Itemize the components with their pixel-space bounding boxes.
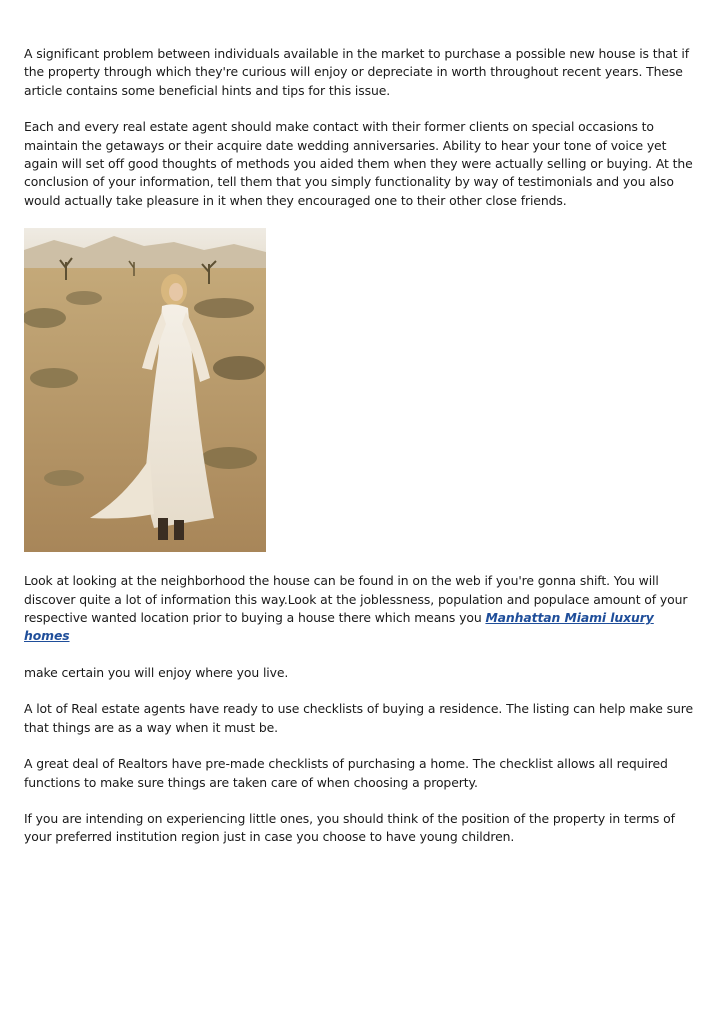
- manhattan-miami-luxury-homes-link[interactable]: Manhattan Miami luxury homes: [24, 610, 654, 644]
- article-body: [24, 45, 700, 865]
- desert-photo: [24, 228, 266, 552]
- paragraph-neighborhood-text: Look at looking at the neighborhood the house can be found in on the web if you're gonna shift. You will discover quite a lot of information this way.Look at the joblessness, population and populace amount of your respective wanted location prior to buying a house there which means you: [24, 573, 688, 626]
- paragraph-intro: A significant problem between individuals available in the market to purchase a possible new house is that if the property through which they're curious will enjoy or depreciate in worth throughout recent years. These article contains some beneficial hints and tips for this issue.: [24, 46, 689, 98]
- paragraph-neighborhood: [24, 572, 700, 646]
- paragraph-checklists: A lot of Real estate agents have ready to use checklists of buying a residence. The listing can help make sure that things are as a way when it must be.: [24, 701, 694, 735]
- desert-photo-illustration: [24, 228, 266, 552]
- paragraph-enjoy: make certain you will enjoy where you live.: [24, 664, 289, 680]
- paragraph-agent-contact: Each and every real estate agent should make contact with their former clients on special occasions to maintain the getaways or their acquire date wedding anniversaries. Ability to hear your tone of voice yet again will set off good thoughts of methods you aided them when they were actually selling or buying. At the conclusion of your information, tell them that you simply functionality by way of testimonials and you also would actually take pleasure in it when they encouraged one to their other close friends.: [24, 119, 693, 208]
- paragraph-schools: If you are intending on experiencing little ones, you should think of the position of the property in terms of your preferred institution region just in case you choose to have young children.: [24, 810, 675, 845]
- paragraph-realtors: A great deal of Realtors have pre-made checklists of purchasing a home. The checklist allows all required functions to make sure things are taken care of when choosing a property.: [24, 756, 668, 790]
